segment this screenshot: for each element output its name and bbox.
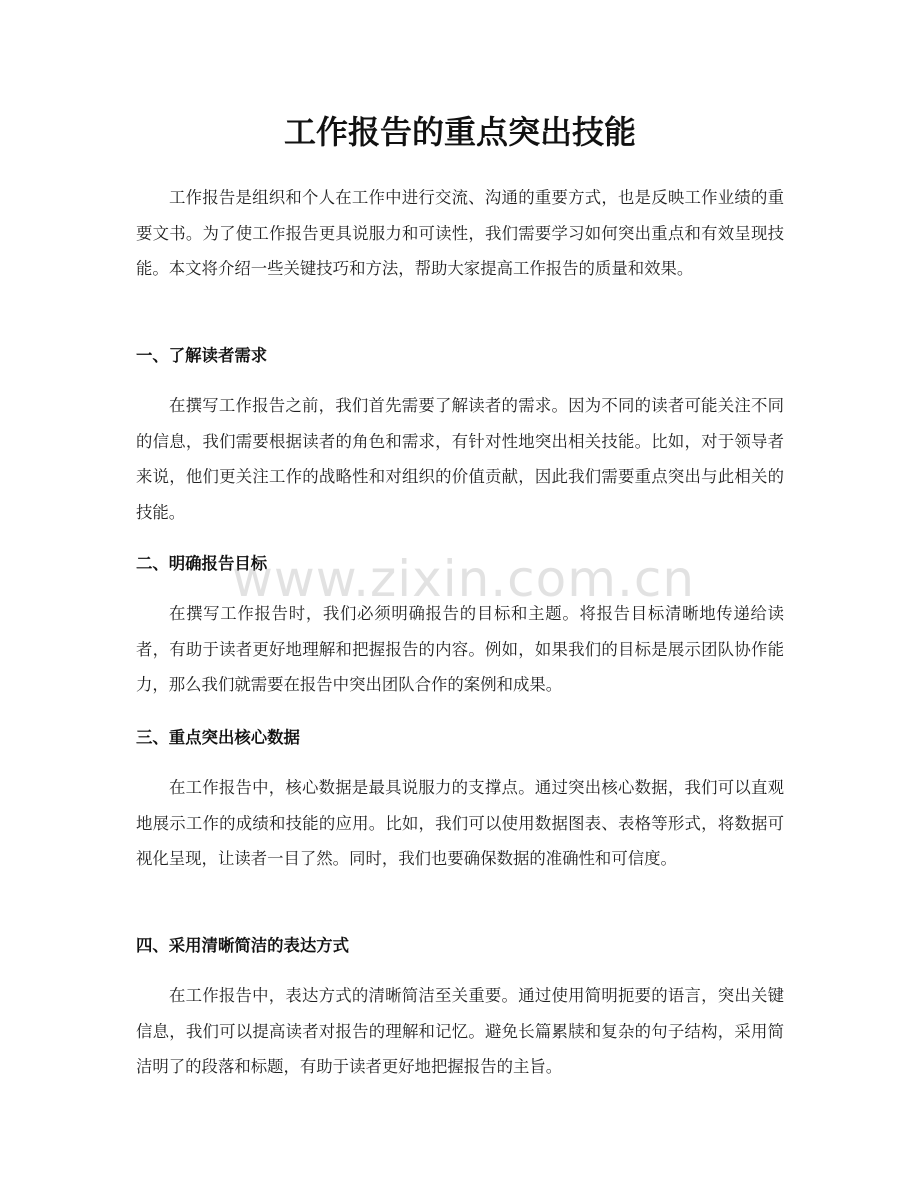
section-heading-2: 二、明确报告目标 bbox=[136, 554, 268, 573]
section-body-1: 在撰写工作报告之前，我们首先需要了解读者的需求。因为不同的读者可能关注不同的信息，我们需要根据读者的角色和需求，有针对性地突出相关技能。比如，对于领导者来说，他们更关注工作的战略性和对组织的价值贡献，因此我们需要重点突出与此相关的技能。 bbox=[136, 396, 784, 522]
section-heading-4: 四、采用清晰简洁的表达方式 bbox=[136, 936, 350, 955]
intro-paragraph: 工作报告是组织和个人在工作中进行交流、沟通的重要方式，也是反映工作业绩的重要文书。为了使工作报告更具说服力和可读性，我们需要学习如何突出重点和有效呈现技能。本文将介绍一些关键技巧和方法，帮助大家提高工作报告的质量和效果。 bbox=[136, 188, 784, 279]
section-heading-3: 三、重点突出核心数据 bbox=[136, 728, 300, 747]
document-title: 工作报告的重点突出技能 bbox=[283, 113, 636, 151]
section-heading-1: 一、了解读者需求 bbox=[136, 346, 268, 365]
watermark-text: www.zixin.com.cn bbox=[232, 550, 696, 608]
section-body-2: 在撰写工作报告时，我们必须明确报告的目标和主题。将报告目标清晰地传递给读者，有助于读者更好地理解和把握报告的内容。例如，如果我们的目标是展示团队协作能力，那么我们就需要在报告中突出团队合作的案例和成果。 bbox=[136, 604, 784, 695]
section-body-4: 在工作报告中，表达方式的清晰简洁至关重要。通过使用简明扼要的语言，突出关键信息，我们可以提高读者对报告的理解和记忆。避免长篇累牍和复杂的句子结构，采用简洁明了的段落和标题，有助于读者更好地把握报告的主旨。 bbox=[136, 986, 784, 1077]
section-body-3: 在工作报告中，核心数据是最具说服力的支撑点。通过突出核心数据，我们可以直观地展示工作的成绩和技能的应用。比如，我们可以使用数据图表、表格等形式，将数据可视化呈现，让读者一目了然。同时，我们也要确保数据的准确性和可信度。 bbox=[136, 778, 784, 869]
